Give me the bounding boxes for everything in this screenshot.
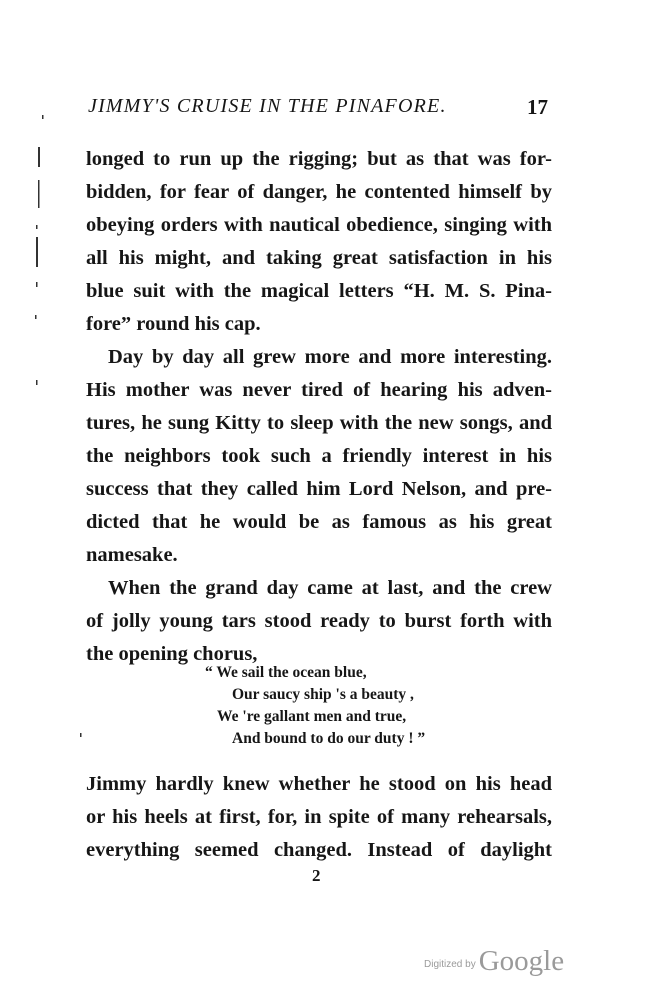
verse-line: And bound to do our duty ! ”: [232, 730, 426, 747]
text-line: success that they called him Lord Nelson, and pre-: [86, 478, 552, 500]
margin-speck: [36, 380, 38, 385]
paragraph: [86, 341, 552, 572]
text-line: all his might, and taking great satisfaction in his: [86, 247, 552, 269]
text-line: or his heels at first, for, in spite of many rehearsals,: [86, 806, 552, 828]
text-line: everything seemed changed. Instead of daylight: [86, 839, 552, 861]
running-title: JIMMY'S CRUISE IN THE PINAFORE.: [88, 95, 447, 117]
text-line: Day by day all grew more and more interesting.: [108, 346, 552, 368]
digitized-watermark: [424, 945, 564, 978]
margin-speck: [36, 225, 38, 229]
text-line: Jimmy hardly knew whether he stood on his head: [86, 773, 552, 795]
text-line: the neighbors took such a friendly interest in his: [86, 445, 552, 467]
verse-quote: [205, 662, 425, 750]
watermark-prefix: Digitized by: [424, 959, 476, 970]
text-line: obeying orders with nautical obedience, singing with: [86, 214, 552, 236]
text-line: longed to run up the rigging; but as that was for-: [86, 148, 552, 170]
text-line: tures, he sung Kitty to sleep with the new songs, and: [86, 412, 552, 434]
google-logo: Google: [478, 945, 565, 977]
text-line: bidden, for fear of danger, he contented himself by: [86, 181, 552, 203]
page-number: 17: [527, 95, 548, 119]
margin-speck: [80, 733, 82, 737]
text-line: dicted that he would be as famous as his great: [86, 511, 552, 533]
body-text-top: [86, 143, 552, 671]
running-head: [88, 95, 548, 123]
text-line: the opening chorus,: [86, 643, 258, 665]
body-text-bottom: [86, 768, 552, 867]
margin-speck: [36, 282, 38, 287]
text-line: namesake.: [86, 544, 178, 566]
verse-line: Our saucy ship 's a beauty ,: [232, 686, 414, 703]
margin-speck: [36, 237, 38, 267]
verse-line: We 're gallant men and true,: [217, 708, 407, 725]
margin-speck: [35, 315, 37, 319]
text-line: When the grand day came at last, and the crew: [108, 577, 552, 599]
verse-line: “ We sail the ocean blue,: [205, 664, 367, 681]
margin-speck: [38, 180, 40, 208]
margin-speck: [42, 115, 44, 119]
paragraph: [86, 572, 552, 671]
paragraph: [86, 143, 552, 341]
text-line: of jolly young tars stood ready to burst forth with: [86, 610, 552, 632]
signature-mark: 2: [312, 866, 321, 885]
text-line: fore” round his cap.: [86, 313, 261, 335]
text-line: His mother was never tired of hearing his adven-: [86, 379, 552, 401]
text-line: blue suit with the magical letters “H. M. S. Pina-: [86, 280, 552, 302]
margin-speck: [38, 147, 40, 167]
